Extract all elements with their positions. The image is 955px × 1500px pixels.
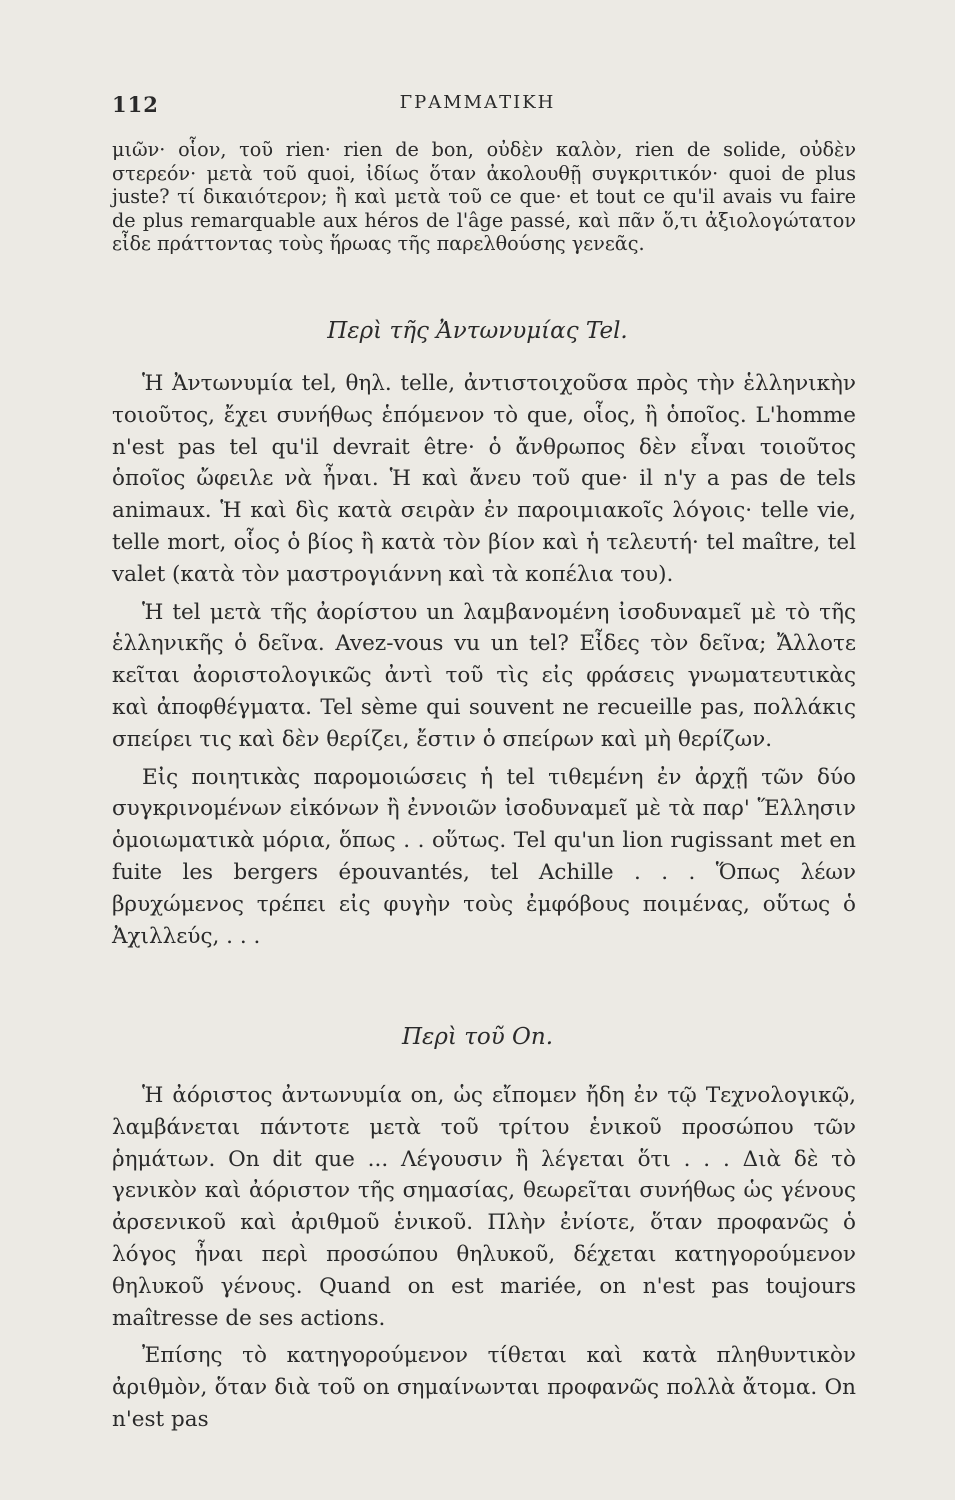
- intro-block: [112, 138, 856, 256]
- paragraph: Ἡ Ἀντωνυμία tel, θηλ. telle, ἀντιστοιχοῦσα πρὸς τὴν ἑλληνικὴν τοιοῦτος, ἔχει συνήθως ἑπόμενον τὸ que, οἷος, ἢ ὁποῖος. L'homme n'est pas tel qu'il devrait être· ὁ ἄνθρωπος δὲν εἶναι τοιοῦτος ὁποῖος ὤφειλε νὰ ἦναι. Ἡ καὶ ἄνευ τοῦ que· il n'y a pas de tels animaux. Ἡ καὶ δὶς κατὰ σειρὰν ἐν παροιμιακοῖς λόγοις· telle vie, telle mort, οἷος ὁ βίος ἢ κατὰ τὸν βίον καὶ ἡ τελευτή· tel maître, tel valet (κατὰ τὸν μαστρογιάννη καὶ τὰ κοπέλια του).: [112, 371, 856, 587]
- section-heading-tel: Περὶ τῆς Ἀντωνυμίας Tel.: [327, 318, 628, 344]
- page-header: [112, 92, 843, 122]
- section-heading-on: Περὶ τοῦ On.: [401, 1024, 554, 1050]
- paragraph: Ἐπίσης τὸ κατηγορούμενον τίθεται καὶ κατὰ πληθυντικὸν ἀριθμὸν, ὅταν διὰ τοῦ on σημαίνωνται προφανῶς πολλὰ ἄτομα. On n'est pas: [112, 1343, 856, 1432]
- section-body-tel: [112, 368, 856, 952]
- running-title: ΓΡΑΜΜΑΤΙΚΗ: [399, 92, 556, 113]
- paragraph: Ἡ ἀόριστος ἀντωνυμία on, ὡς εἴπομεν ἤδη ἐν τῷ Τεχνολογικῷ, λαμβάνεται πάντοτε μετὰ τοῦ τρίτου ἑνικοῦ προσώπου τῶν ῥημάτων. On dit que ... Λέγουσιν ἢ λέγεται ὅτι . . . Διὰ δὲ τὸ γενικὸν καὶ ἀόριστον τῆς σημασίας, θεωρεῖται συνήθως ὡς γένους ἀρσενικοῦ καὶ ἀριθμοῦ ἑνικοῦ. Πλὴν ἐνίοτε, ὅταν προφανῶς ὁ λόγος ἦναι περὶ προσώπου θηλυκοῦ, δέχεται κατηγορούμενον θηλυκοῦ γένους. Quand on est mariée, on n'est pas toujours maîtresse de ses actions.: [112, 1083, 856, 1331]
- paragraph: Ἡ tel μετὰ τῆς ἀορίστου un λαμβανομένη ἰσοδυναμεῖ μὲ τὸ τῆς ἑλληνικῆς ὁ δεῖνα. Avez-vous vu un tel? Εἶδες τὸν δεῖνα; Ἄλλοτε κεῖται ἀοριστολογικῶς ἀντὶ τοῦ τὶς εἰς φράσεις γνωματευτικὰς καὶ ἀποφθέγματα. Tel sème qui souvent ne recueille pas, πολλάκις σπείρει τις καὶ δὲν θερίζει, ἔστιν ὁ σπείρων καὶ μὴ θερίζων.: [112, 599, 856, 752]
- section-body-on: [112, 1080, 856, 1436]
- paragraph: Εἰς ποιητικὰς παρομοιώσεις ἡ tel τιθεμένη ἐν ἀρχῇ τῶν δύο συγκρινομένων εἰκόνων ἢ ἐννοιῶν ἰσοδυναμεῖ μὲ τὰ παρ' Ἕλλησιν ὁμοιωματικὰ μόρια, ὅπως . . οὕτως. Tel qu'un lion rugissant met en fuite les bergers épouvantés, tel Achille . . . Ὅπως λέων βρυχώμενος τρέπει εἰς φυγὴν τοὺς ἐμφόβους ποιμένας, οὕτως ὁ Ἀχιλλεύς, . . .: [112, 764, 856, 949]
- page-number: 112: [112, 92, 159, 117]
- intro-paragraph: μιῶν· οἷον, τοῦ rien· rien de bon, οὐδὲν καλὸν, rien de solide, οὐδὲν στερεόν· μετὰ τοῦ quoi, ἰδίως ὅταν ἀκολουθῇ συγκριτικόν· quoi de plus juste? τί δικαιότερον; ἢ καὶ μετὰ τοῦ ce que· et tout ce qu'il avais vu faire de plus remarquable aux héros de l'âge passé, καὶ πᾶν ὅ,τι ἀξιολογώτατον εἶδε πράττοντας τοὺς ἥρωας τῆς παρελθούσης γενεᾶς.: [112, 138, 856, 255]
